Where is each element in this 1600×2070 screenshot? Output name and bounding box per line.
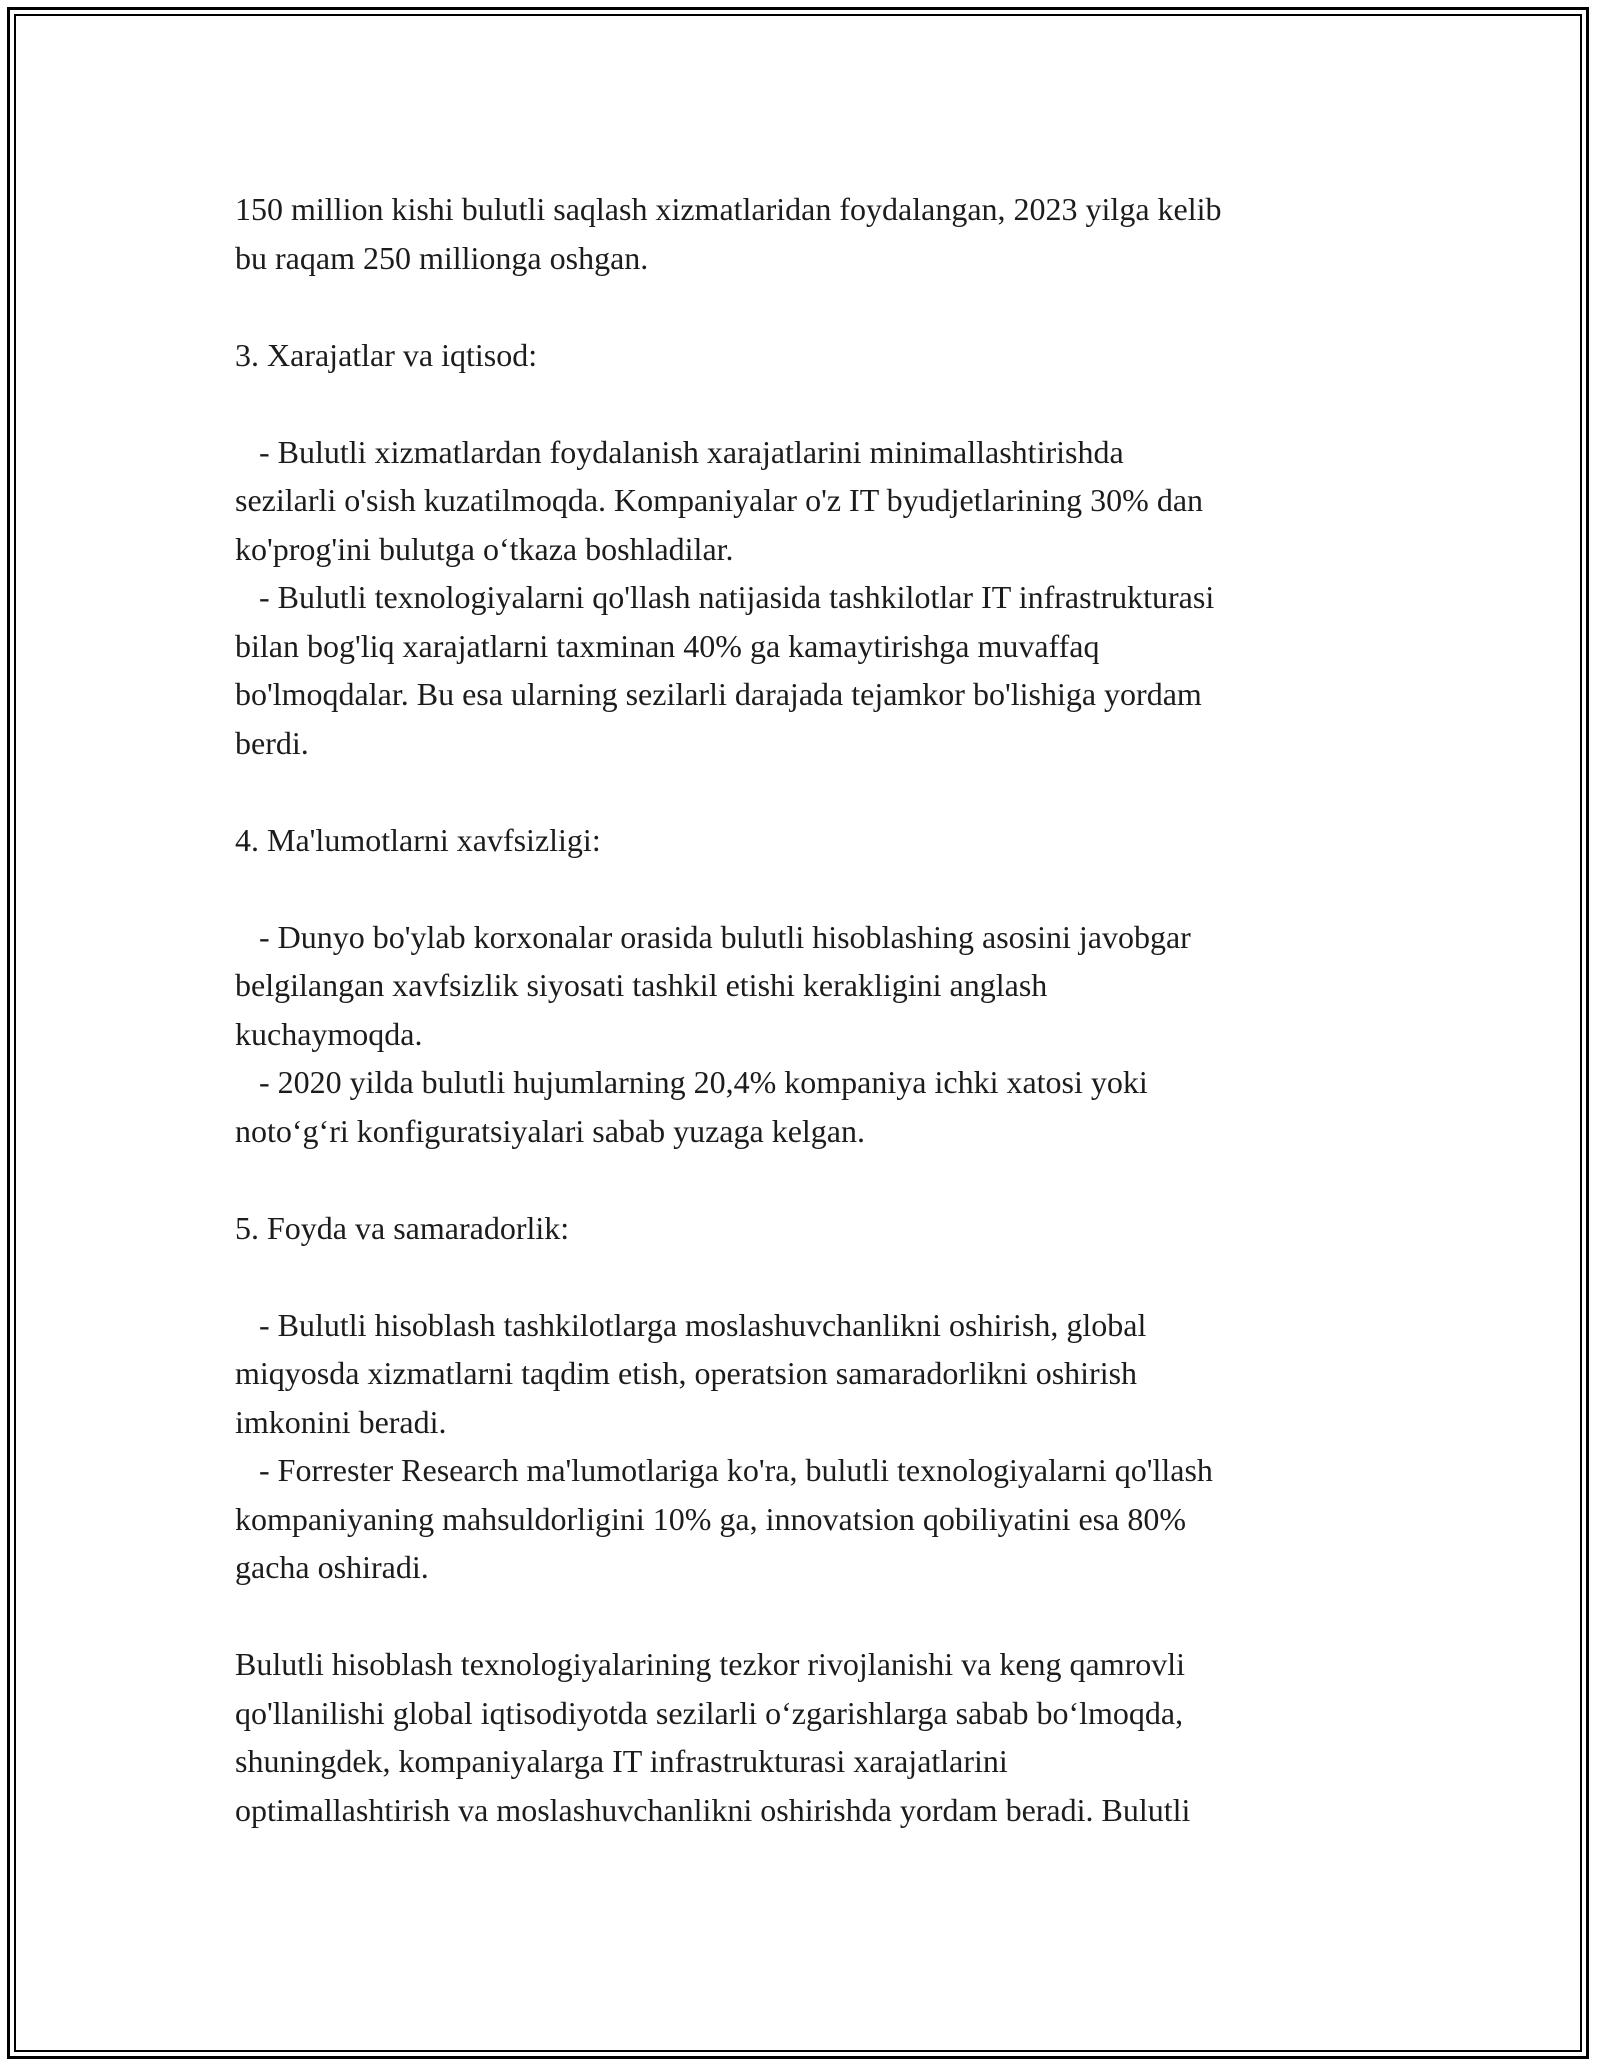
text-line: kompaniyaning mahsuldorligini 10% ga, innovatsion qobiliyatini esa 80%: [235, 1500, 1186, 1537]
text-line: ko'prog'ini bulutga o‘tkaza boshladilar.: [235, 530, 734, 567]
text-line: noto‘g‘ri konfiguratsiyalari sabab yuzaga kelgan.: [235, 1112, 865, 1149]
text-line: - Bulutli texnologiyalarni qo'llash natijasida tashkilotlar IT infrastrukturasi: [235, 579, 1215, 615]
section3-bullet-1: [235, 428, 1395, 574]
text-line: kuchaymoqda.: [235, 1015, 423, 1052]
section3-bullet-2: [235, 573, 1395, 767]
text-line: bilan bog'liq xarajatlarni taxminan 40% ga kamaytirishga muvaffaq: [235, 627, 1100, 664]
text-line: - 2020 yilda bulutli hujumlarning 20,4% kompaniya ichki xatosi yoki: [235, 1064, 1148, 1100]
text-line: imkonini beradi.: [235, 1403, 447, 1440]
text-line: 150 million kishi bulutli saqlash xizmatlaridan foydalangan, 2023 yilga kelib: [235, 191, 1222, 227]
text-line: gacha oshiradi.: [235, 1549, 429, 1585]
text-line: - Bulutli hisoblash tashkilotlarga moslashuvchanlikni oshirish, global: [235, 1306, 1147, 1343]
text-line: miqyosda xizmatlarni taqdim etish, operatsion samaradorlikni oshirish: [235, 1355, 1138, 1391]
text-line: bu raqam 250 millionga oshgan.: [235, 239, 649, 276]
text-line: - Bulutli xizmatlardan foydalanish xarajatlarini minimallashtirishda: [235, 433, 1124, 470]
section5-bullet-1: [235, 1301, 1395, 1447]
text-line: qo'llanilishi global iqtisodiyotda sezilarli o‘zgarishlarga sabab bo‘lmoqda,: [235, 1694, 1184, 1731]
conclusion-paragraph: [235, 1640, 1395, 1834]
section4-bullet-1: [235, 913, 1395, 1059]
text-line: - Forrester Research ma'lumotlariga ko'ra, bulutli texnologiyalarni qo'llash: [235, 1452, 1213, 1488]
text-line: sezilarli o'sish kuzatilmoqda. Kompaniyalar o'z IT byudjetlarining 30% dan: [235, 482, 1204, 518]
section-heading-4: 4. Ma'lumotlarni xavfsizligi:: [235, 821, 601, 858]
text-line: berdi.: [235, 724, 309, 761]
section-heading-3: 3. Xarajatlar va iqtisod:: [235, 336, 538, 373]
document-body: [235, 185, 1395, 1834]
intro-paragraph: [235, 185, 1395, 282]
text-line: belgilangan xavfsizlik siyosati tashkil etishi kerakligini anglash: [235, 967, 1048, 1003]
text-line: bo'lmoqdalar. Bu esa ularning sezilarli darajada tejamkor bo'lishiga yordam: [235, 676, 1202, 712]
section4-bullet-2: [235, 1058, 1395, 1155]
section-heading-5: 5. Foyda va samaradorlik:: [235, 1209, 570, 1246]
section5-bullet-2: [235, 1446, 1395, 1592]
text-line: Bulutli hisoblash texnologiyalarining tezkor rivojlanishi va keng qamrovli: [235, 1646, 1186, 1682]
text-line: - Dunyo bo'ylab korxonalar orasida bulutli hisoblashing asosini javobgar: [235, 918, 1191, 955]
text-line: optimallashtirish va moslashuvchanlikni oshirishda yordam beradi. Bulutli: [235, 1791, 1191, 1828]
text-line: shuningdek, kompaniyalarga IT infrastrukturasi xarajatlarini: [235, 1743, 1008, 1779]
